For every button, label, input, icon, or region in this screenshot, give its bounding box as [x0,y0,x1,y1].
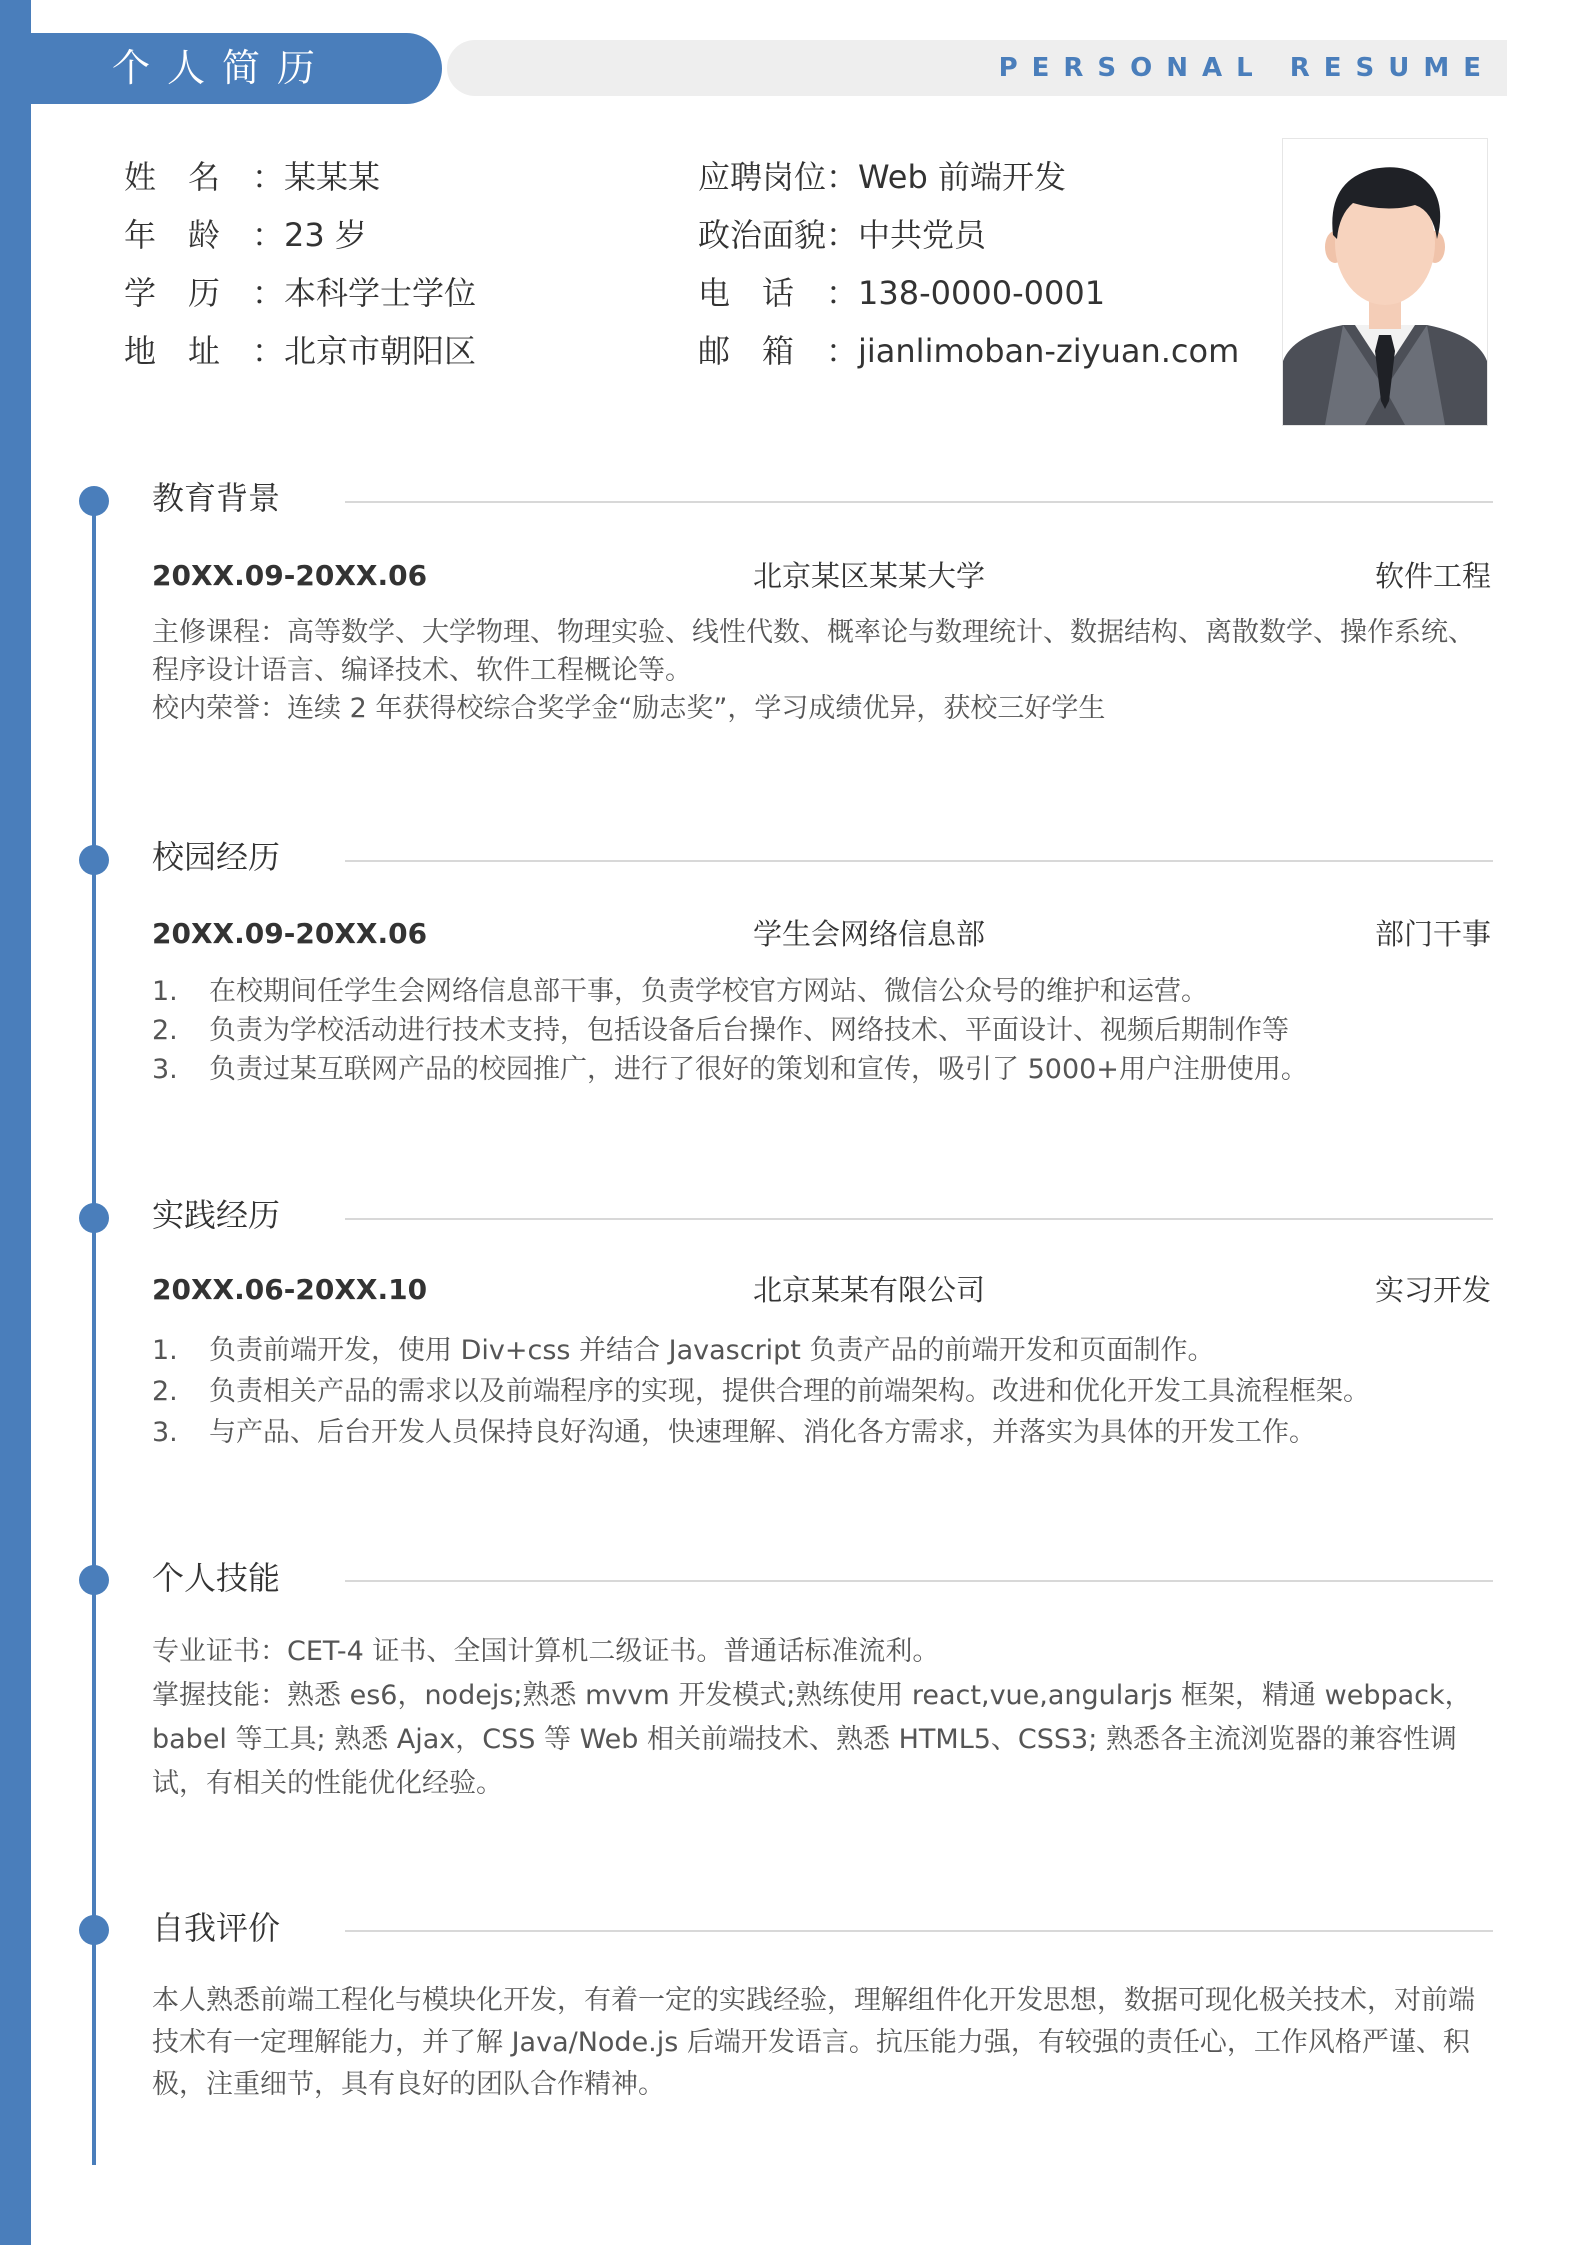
section-divider [345,501,1493,503]
info-value: jianlimoban-ziyuan.com [858,332,1240,370]
timeline-dot [79,845,109,875]
section-title-self-eval: 自我评价 [152,1909,281,1947]
list-number: 1. [152,976,178,1007]
list-number: 1. [152,1335,178,1366]
profile-photo [1282,138,1488,426]
info-value: 北京市朝阳区 [284,332,477,370]
list-item [152,1011,1492,1050]
section-title-campus: 校园经历 [152,838,281,876]
left-accent-bar [0,0,31,2245]
list-text: 与产品、后台开发人员保持良好沟通，快速理解、消化各方需求，并落实为具体的开发工作。 [209,1417,1316,1448]
skills-abilities: 掌握技能：熟悉 es6，nodejs;熟悉 mvvm 开发模式;熟练使用 react,vue,angularjs 框架，精通 webpack，babel 等工具; 熟悉 Ajax，CSS 等 Web 相关前端技术、熟悉 HTML5、CSS3; 熟悉各主流浏览器的兼容性调试，有相关的性能优化经验。 [152,1680,1472,1799]
info-value: Web 前端开发 [858,158,1066,196]
campus-list [152,972,1492,1089]
list-item [152,1412,1492,1453]
section-divider [345,1218,1493,1220]
list-text: 负责过某互联网产品的校园推广，进行了很好的策划和宣传，吸引了 5000+用户注册使用。 [209,1054,1308,1085]
info-label: 电话： [698,274,858,312]
resume-title: 个人简历 [112,46,333,90]
info-address [124,329,476,373]
timeline-dot [79,1565,109,1595]
timeline-dot [79,1915,109,1945]
info-label: 年龄： [124,216,284,254]
education-honors: 校内荣誉：连续 2 年获得校综合奖学金“励志奖”，学习成绩优异，获校三好学生 [152,693,1106,724]
info-age [124,213,367,257]
info-value: 某某某 [284,158,381,196]
education-school: 北京某区某某大学 [753,559,986,593]
section-title-skills: 个人技能 [152,1559,281,1597]
practice-date: 20XX.06-20XX.10 [152,1273,428,1306]
section-divider [345,1930,1493,1932]
list-text: 在校期间任学生会网络信息部干事，负责学校官方网站、微信公众号的维护和运营。 [209,976,1208,1007]
list-item [152,1330,1492,1371]
list-item [152,1050,1492,1089]
info-phone [698,271,1105,315]
timeline-dot [79,486,109,516]
practice-list [152,1330,1492,1453]
info-label: 姓名： [124,158,284,196]
practice-role: 实习开发 [1374,1273,1491,1307]
practice-company: 北京某某有限公司 [753,1273,986,1307]
info-label: 应聘岗位： [698,158,859,196]
campus-role: 部门干事 [1374,917,1491,951]
info-label: 地址： [124,332,284,370]
info-value: 138-0000-0001 [858,274,1106,312]
info-label: 学历： [124,274,284,312]
info-education [124,271,476,315]
campus-date: 20XX.09-20XX.06 [152,917,428,950]
list-number: 3. [152,1054,178,1085]
section-divider [345,860,1493,862]
education-date: 20XX.09-20XX.06 [152,559,428,592]
education-major: 软件工程 [1374,559,1491,593]
list-number: 3. [152,1417,178,1448]
info-label: 邮箱： [698,332,858,370]
info-value: 本科学士学位 [284,274,477,312]
list-number: 2. [152,1376,178,1407]
list-number: 2. [152,1015,178,1046]
self-eval-text: 本人熟悉前端工程化与模块化开发，有着一定的实践经验，理解组件化开发思想，数据可现化极关技术，对前端技术有一定理解能力，并了解 Java/Node.js 后端开发语言。抗压能力强，有较强的责任心，工作风格严谨、积极，注重细节，具有良好的团队合作精神。 [152,1985,1475,2100]
info-name [124,155,380,199]
campus-org: 学生会网络信息部 [753,917,986,951]
resume-subtitle: PERSONAL RESUME [998,53,1495,83]
list-text: 负责为学校活动进行技术支持，包括设备后台操作、网络技术、平面设计、视频后期制作等 [209,1015,1289,1046]
info-position [698,155,1066,199]
info-email [698,329,1239,373]
list-text: 负责相关产品的需求以及前端程序的实现，提供合理的前端架构。改进和优化开发工具流程框架。 [209,1376,1370,1407]
info-value: 中共党员 [858,216,987,254]
section-title-practice: 实践经历 [152,1196,281,1234]
timeline-dot [79,1203,109,1233]
list-text: 负责前端开发，使用 Div+css 并结合 Javascript 负责产品的前端开发和页面制作。 [209,1335,1215,1366]
list-item [152,1371,1492,1412]
skills-certs: 专业证书：CET-4 证书、全国计算机二级证书。普通话标准流利。 [152,1636,940,1667]
male-avatar-icon [1283,139,1487,425]
section-divider [345,1580,1493,1582]
info-political-status [698,213,986,257]
education-courses: 主修课程：高等数学、大学物理、物理实验、线性代数、概率论与数理统计、数据结构、离散数学、操作系统、程序设计语言、编译技术、软件工程概论等。 [152,617,1475,686]
info-label: 政治面貌： [698,216,859,254]
list-item [152,972,1492,1011]
section-title-education: 教育背景 [152,479,281,517]
info-value: 23 岁 [284,216,367,254]
